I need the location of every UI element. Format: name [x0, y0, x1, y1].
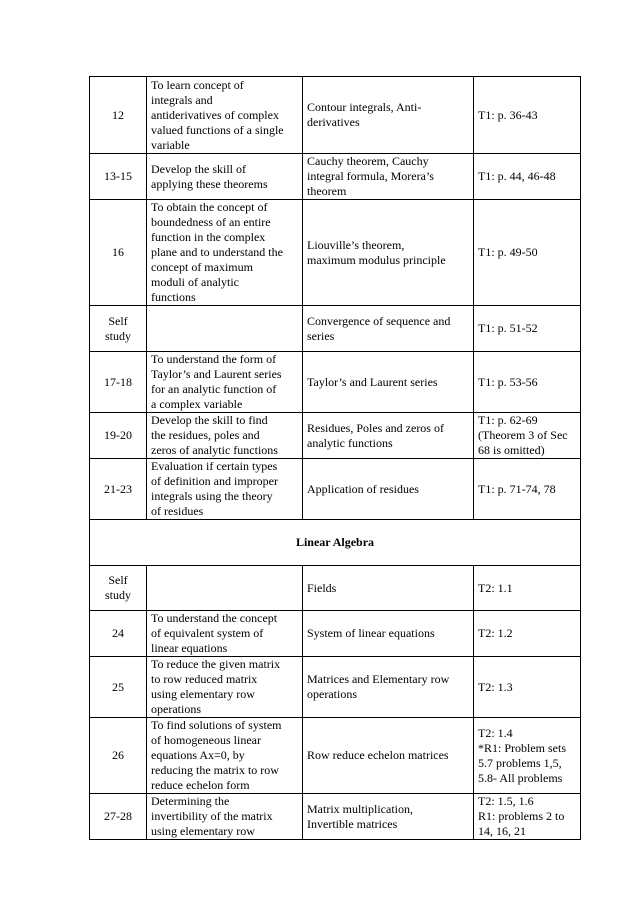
objective-cell	[147, 794, 303, 840]
cell-text-line: 12	[112, 107, 124, 122]
reference-cell	[474, 718, 581, 794]
topic-cell	[303, 459, 474, 520]
cell-text-line: Residues, Poles and zeros of	[307, 420, 444, 435]
cell-text-line: Self	[108, 313, 128, 328]
cell-text-line: 21-23	[104, 481, 132, 496]
cell-text-line: derivatives	[307, 115, 360, 129]
topic-cell	[303, 200, 474, 306]
reference-cell	[474, 611, 581, 657]
table-row	[90, 413, 581, 459]
cell-text-line: T1: p. 49-50	[478, 245, 538, 259]
objective-cell	[147, 657, 303, 718]
cell-text-line: of definition and improper	[151, 474, 278, 488]
objective-cell	[147, 200, 303, 306]
cell-text-line: theorem	[307, 184, 347, 198]
session-number-cell	[90, 200, 147, 306]
syllabus-table-body	[90, 77, 581, 840]
cell-text-line: applying these theorems	[151, 176, 268, 191]
cell-text-line: moduli of analytic	[151, 275, 239, 289]
cell-text-line: reducing the matrix to row	[151, 763, 279, 777]
session-number-cell	[90, 611, 147, 657]
cell-text-line: 68 is omitted)	[478, 443, 545, 457]
cell-text-line: valued functions of a single	[151, 122, 284, 137]
session-number-cell	[90, 794, 147, 840]
objective-cell	[147, 718, 303, 794]
cell-text-line: Liouville’s theorem,	[307, 237, 405, 252]
cell-text-line: using elementary row	[151, 687, 255, 701]
topic-cell	[303, 352, 474, 413]
cell-text-line: 5.8- All problems	[478, 770, 563, 785]
cell-text-line: 5.7 problems 1,5,	[478, 755, 562, 770]
cell-text-line: Row reduce echelon matrices	[307, 748, 449, 762]
cell-text-line: linear equations	[151, 641, 228, 655]
objective-cell	[147, 459, 303, 520]
cell-text-line: Develop the skill of	[151, 161, 246, 176]
cell-text-line: Develop the skill to find	[151, 413, 268, 427]
reference-cell	[474, 413, 581, 459]
objective-cell	[147, 566, 303, 611]
table-row	[90, 566, 581, 611]
cell-text-line: to row reduced matrix	[151, 672, 258, 686]
section-header-row	[90, 520, 581, 566]
table-row	[90, 77, 581, 154]
reference-cell	[474, 459, 581, 520]
session-number-cell	[90, 718, 147, 794]
cell-text-line: Fields	[307, 580, 337, 595]
cell-text-line: antiderivatives of complex	[151, 107, 279, 122]
cell-text-line: concept of maximum	[151, 260, 253, 274]
table-row	[90, 459, 581, 520]
cell-text-line: T1: p. 36-43	[478, 107, 538, 122]
cell-text-line: Convergence of sequence and	[307, 313, 451, 328]
cell-text-line: To find solutions of system	[151, 718, 282, 732]
topic-cell	[303, 566, 474, 611]
cell-text-line: operations	[307, 687, 357, 701]
cell-text-line: Taylor’s and Laurent series	[151, 367, 282, 381]
cell-text-line: function in the complex	[151, 230, 266, 244]
cell-text-line: T1: p. 51-52	[478, 321, 538, 335]
cell-text-line: To understand the concept	[151, 611, 278, 625]
cell-text-line: Taylor’s and Laurent series	[307, 374, 438, 389]
cell-text-line: T1: p. 62-69	[478, 413, 538, 427]
table-row	[90, 200, 581, 306]
session-number-cell	[90, 566, 147, 611]
reference-cell	[474, 657, 581, 718]
cell-text-line: T1: p. 44, 46-48	[478, 169, 556, 183]
cell-text-line: a complex variable	[151, 397, 243, 411]
cell-text-line: To learn concept of	[151, 77, 244, 92]
cell-text-line: zeros of analytic functions	[151, 443, 278, 457]
cell-text-line: (Theorem 3 of Sec	[478, 428, 568, 442]
topic-cell	[303, 718, 474, 794]
topic-cell	[303, 154, 474, 200]
cell-text-line: T2: 1.1	[478, 580, 513, 595]
cell-text-line: series	[307, 328, 335, 343]
cell-text-line: integral formula, Morera’s	[307, 169, 434, 183]
cell-text-line: equations Ax=0, by	[151, 748, 245, 762]
cell-text-line: study	[104, 588, 131, 602]
cell-text-line: invertibility of the matrix	[151, 809, 273, 823]
cell-text-line: for an analytic function of	[151, 382, 277, 396]
session-number-cell	[90, 306, 147, 352]
cell-text-line: using elementary row	[151, 824, 255, 838]
syllabus-table	[89, 76, 581, 840]
cell-text-line: operations	[151, 702, 201, 716]
table-row	[90, 794, 581, 840]
cell-text-line: the residues, poles and	[151, 428, 260, 442]
topic-cell	[303, 794, 474, 840]
session-number-cell	[90, 413, 147, 459]
reference-cell	[474, 77, 581, 154]
cell-text-line: Determining the	[151, 794, 230, 808]
cell-text-line: T2: 1.5, 1.6	[478, 794, 534, 808]
objective-cell	[147, 611, 303, 657]
reference-cell	[474, 566, 581, 611]
cell-text-line: boundedness of an entire	[151, 215, 271, 229]
table-row	[90, 306, 581, 352]
reference-cell	[474, 306, 581, 352]
table-row	[90, 611, 581, 657]
cell-text-line: 25	[112, 679, 124, 694]
cell-text-line: T2: 1.4	[478, 725, 513, 740]
reference-cell	[474, 154, 581, 200]
cell-text-line: R1: problems 2 to	[478, 809, 565, 823]
cell-text-line: To obtain the concept of	[151, 200, 268, 214]
session-number-cell	[90, 459, 147, 520]
session-number-cell	[90, 77, 147, 154]
objective-cell	[147, 77, 303, 154]
cell-text-line: reduce echelon form	[151, 778, 250, 792]
cell-text-line: of homogeneous linear	[151, 733, 261, 747]
objective-cell	[147, 306, 303, 352]
cell-text-line: To understand the form of	[151, 352, 277, 366]
cell-text-line: maximum modulus principle	[307, 252, 446, 267]
cell-text-line: functions	[151, 290, 196, 304]
session-number-cell	[90, 657, 147, 718]
cell-text-line: T1: p. 53-56	[478, 374, 538, 389]
cell-text-line: 17-18	[104, 374, 132, 389]
topic-cell	[303, 306, 474, 352]
cell-text-line: T2: 1.3	[478, 679, 513, 694]
reference-cell	[474, 200, 581, 306]
cell-text-line: Evaluation if certain types	[151, 459, 278, 473]
cell-text-line: integrals using the theory	[151, 489, 273, 503]
topic-cell	[303, 77, 474, 154]
cell-text-line: Matrix multiplication,	[307, 801, 413, 816]
objective-cell	[147, 413, 303, 459]
cell-text-line: of equivalent system of	[151, 626, 264, 640]
cell-text-line: Matrices and Elementary row	[307, 672, 450, 686]
cell-text-line: study	[104, 328, 131, 343]
topic-cell	[303, 611, 474, 657]
cell-text-line: T1: p. 71-74, 78	[478, 481, 556, 496]
reference-cell	[474, 352, 581, 413]
cell-text-line: 13-15	[104, 169, 132, 183]
section-title: Linear Algebra	[90, 520, 581, 566]
topic-cell	[303, 657, 474, 718]
cell-text-line: Application of residues	[307, 481, 419, 496]
cell-text-line: *R1: Problem sets	[478, 740, 567, 755]
cell-text-line: 27-28	[104, 809, 132, 823]
table-row	[90, 657, 581, 718]
table-row	[90, 718, 581, 794]
reference-cell	[474, 794, 581, 840]
cell-text-line: 14, 16, 21	[478, 824, 526, 838]
objective-cell	[147, 154, 303, 200]
cell-text-line: Cauchy theorem, Cauchy	[307, 154, 429, 168]
table-row	[90, 154, 581, 200]
cell-text-line: of residues	[151, 504, 204, 518]
cell-text-line: 16	[112, 245, 124, 259]
cell-text-line: 26	[112, 748, 124, 762]
cell-text-line: System of linear equations	[307, 626, 435, 640]
topic-cell	[303, 413, 474, 459]
cell-text-line: integrals and	[151, 92, 213, 107]
cell-text-line: analytic functions	[307, 435, 393, 450]
cell-text-line: To reduce the given matrix	[151, 657, 281, 671]
table-row	[90, 352, 581, 413]
objective-cell	[147, 352, 303, 413]
session-number-cell	[90, 352, 147, 413]
cell-text-line: Contour integrals, Anti-	[307, 100, 422, 114]
cell-text-line: Self	[108, 573, 128, 587]
cell-text-line: plane and to understand the	[151, 245, 283, 259]
cell-text-line: T2: 1.2	[478, 626, 513, 640]
cell-text-line: variable	[151, 137, 190, 152]
cell-text-line: 24	[112, 626, 124, 640]
session-number-cell	[90, 154, 147, 200]
cell-text-line: 19-20	[104, 428, 132, 442]
cell-text-line: Invertible matrices	[307, 816, 398, 831]
